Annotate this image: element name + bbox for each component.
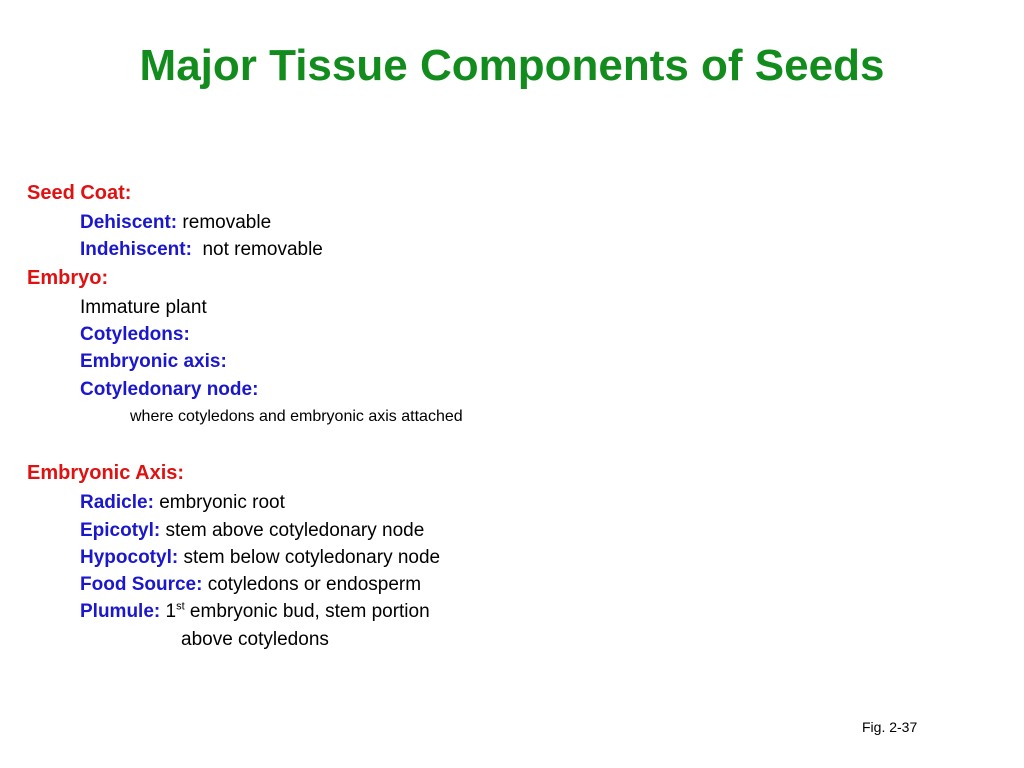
radicle-line — [80, 491, 285, 515]
cotyledonary-node-label: Cotyledonary node: — [80, 379, 259, 400]
epicotyl-label: Epicotyl: — [80, 520, 161, 541]
radicle-text: embryonic root — [153, 492, 285, 513]
embryonic-axis-heading — [27, 461, 184, 485]
indehiscent-label: Indehiscent: — [80, 239, 192, 260]
embryonic-axis-heading-text: Embryonic Axis: — [27, 462, 185, 484]
hypocotyl-label: Hypocotyl: — [80, 547, 179, 568]
node-note-line — [130, 405, 463, 429]
cotyledonary-node-line — [80, 378, 258, 402]
hypocotyl-text: stem below cotyledonary node — [178, 547, 441, 568]
embryo-heading — [27, 266, 108, 290]
plumule-line — [80, 600, 430, 624]
immature-plant-text: Immature plant — [80, 297, 207, 318]
plumule-label: Plumule: — [80, 601, 161, 622]
immature-plant-line — [80, 296, 207, 320]
dehiscent-text: removable — [177, 212, 272, 233]
epicotyl-text: stem above cotyledonary node — [160, 520, 425, 541]
food-source-text: cotyledons or endosperm — [202, 574, 422, 595]
embryo-heading-text: Embryo: — [27, 267, 109, 289]
plumule-number: 1 — [160, 601, 177, 622]
cotyledons-label: Cotyledons: — [80, 324, 190, 345]
seed-coat-heading — [27, 181, 131, 205]
radicle-label: Radicle: — [80, 492, 154, 513]
embryonic-axis-label: Embryonic axis: — [80, 351, 227, 372]
figure-reference: Fig. 2-37 — [862, 719, 918, 735]
indehiscent-text: not removable — [191, 239, 323, 260]
food-source-line — [80, 573, 421, 597]
page-title: Major Tissue Components of Seeds — [139, 41, 885, 90]
plumule-continuation-line — [181, 628, 329, 652]
hypocotyl-line — [80, 546, 440, 570]
seed-coat-heading-text: Seed Coat: — [27, 182, 132, 204]
plumule-text: embryonic bud, stem portion — [184, 601, 430, 622]
dehiscent-label: Dehiscent: — [80, 212, 178, 233]
epicotyl-line — [80, 519, 424, 543]
embryonic-axis-line — [80, 350, 227, 374]
food-source-label: Food Source: — [80, 574, 203, 595]
plumule-continuation-text: above cotyledons — [181, 629, 329, 650]
dehiscent-line — [80, 211, 271, 235]
cotyledons-line — [80, 323, 190, 347]
indehiscent-line — [80, 238, 323, 262]
node-note-text: where cotyledons and embryonic axis attached — [130, 408, 463, 425]
plumule-ordinal: st — [176, 600, 185, 613]
